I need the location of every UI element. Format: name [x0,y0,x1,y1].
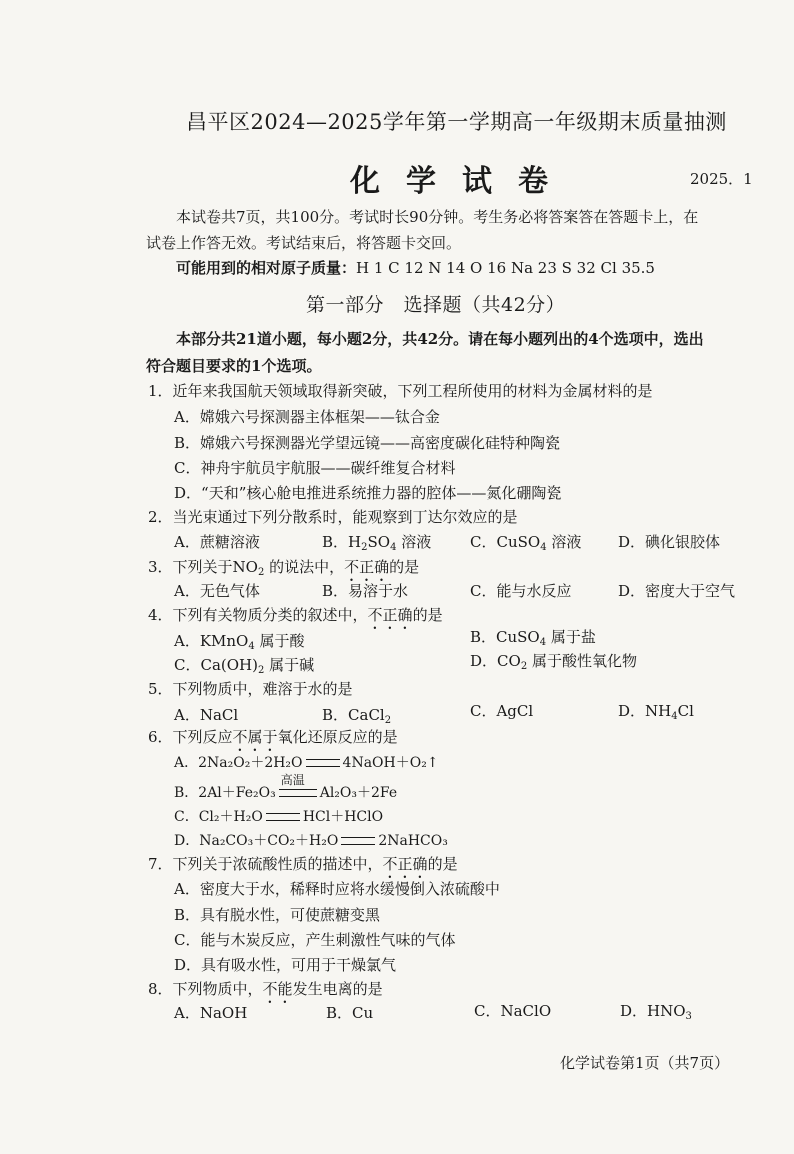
q2-option-d: D．碘化银胶体 [618,533,721,551]
q7-option-c: C．能与木炭反应，产生刺激性气味的气体 [174,931,456,949]
subject-title: 化学试卷 [350,164,574,199]
q1-option-c: C．神舟宇航员宇航服——碳纤维复合材料 [174,459,456,477]
q2-option-a: A．蔗糖溶液 [174,533,260,551]
q6-option-b: B．2Al＋Fe₂O₃ 高温 Al₂O₃＋2Fe [174,773,398,801]
q3-option-b: B．易溶于水 [322,582,409,600]
atomic-mass-label: 可能用到的相对原子质量： [176,259,357,277]
q7-stem: 7．下列关于浓硫酸性质的描述中，不正确的是 [148,855,458,873]
q8-option-c: C．NaClO [474,1002,552,1020]
q8-option-a: A．NaOH [174,1004,248,1022]
q6-option-d: D．Na₂CO₃＋CO₂＋H₂O 2NaHCO₃ [174,833,448,849]
equals-sign [266,813,300,821]
q8-option-b: B．Cu [326,1004,374,1022]
q7-option-a: A．密度大于水，稀释时应将水缓慢倒入浓硫酸中 [174,880,500,898]
part1-title: 第一部分 选择题（共42分） [306,294,566,316]
intro-line-2: 试卷上作答无效。考试结束后，将答题卡交回。 [146,234,462,252]
q7-option-d: D．具有吸水性，可用于干燥氯气 [174,956,397,974]
part1-instruction-2: 符合题目要求的1个选项。 [146,357,322,375]
q5-stem: 5．下列物质中，难溶于水的是 [148,680,353,698]
q6-option-a: A．2Na₂O₂＋2H₂O 4NaOH＋O₂↑ [174,755,439,771]
part1-instruction-1: 本部分共21道小题，每小题2分，共42分。请在每小题列出的4个选项中，选出 [176,330,704,348]
page-footer: 化学试卷第1页（共7页） [560,1054,730,1072]
q8-option-d: D．$HNO_3$ [620,1002,692,1022]
emphasis-dots: 不正确 [344,558,390,576]
atomic-mass-line [176,257,655,278]
q3-option-c: C．能与水反应 [470,582,572,600]
exam-title: 昌平区2024—2025学年第一学期高一年级期末质量抽测 [186,110,727,134]
q2-option-b: B．$H_2SO_4$ 溶液 [322,533,432,553]
q3-stem: 3．下列关于$NO_2$ 的说法中，不正确的是 [148,558,420,578]
q4-stem: 4．下列有关物质分类的叙述中，不正确的是 [148,606,443,624]
exam-date: 2025．1 [690,170,753,188]
intro-line-1: 本试卷共7页，共100分。考试时长90分钟。考生务必将答案答在答题卡上，在 [176,208,699,226]
equals-sign [341,837,375,845]
q5-option-b: B．CaCl$_2$ [322,706,392,726]
q4-option-c: C．$Ca(OH)_2$ 属于碱 [174,656,315,676]
q1-option-a: A．嫦娥六号探测器主体框架——钛合金 [174,408,440,426]
q8-stem: 8．下列物质中，不能发生电离的是 [148,980,383,998]
q6-stem: 6．下列反应不属于氧化还原反应的是 [148,728,398,746]
reaction-condition: 高温 [279,789,317,797]
q5-option-a: A．NaCl [174,706,239,724]
equals-sign [306,759,340,767]
q5-option-c: C．AgCl [470,702,534,720]
q5-option-d: D．$NH_4Cl$ [618,702,694,722]
q4-option-d: D．$CO_2$ 属于酸性氧化物 [470,652,637,672]
q3-option-a: A．无色气体 [174,582,260,600]
q1-stem: 1．近年来我国航天领域取得新突破，下列工程所使用的材料为金属材料的是 [148,382,653,400]
q7-option-b: B．具有脱水性，可使蔗糖变黑 [174,906,381,924]
atomic-mass-values: H 1 C 12 N 14 O 16 Na 23 S 32 Cl 35.5 [356,259,655,277]
q2-option-c: C．CuSO$_4$ 溶液 [470,533,582,553]
q4-option-a: A．KMnO$_4$ 属于酸 [174,632,305,652]
q3-option-d: D．密度大于空气 [618,582,736,600]
q1-option-b: B．嫦娥六号探测器光学望远镜——高密度碳化硅特种陶瓷 [174,434,561,452]
q4-option-b: B．CuSO$_4$ 属于盐 [470,628,596,648]
q2-stem: 2．当光束通过下列分散系时，能观察到丁达尔效应的是 [148,508,518,526]
q6-option-c: C．Cl₂＋H₂O HCl＋HClO [174,809,384,825]
q1-option-d: D．“天和”核心舱电推进系统推力器的腔体——氮化硼陶瓷 [174,484,562,502]
